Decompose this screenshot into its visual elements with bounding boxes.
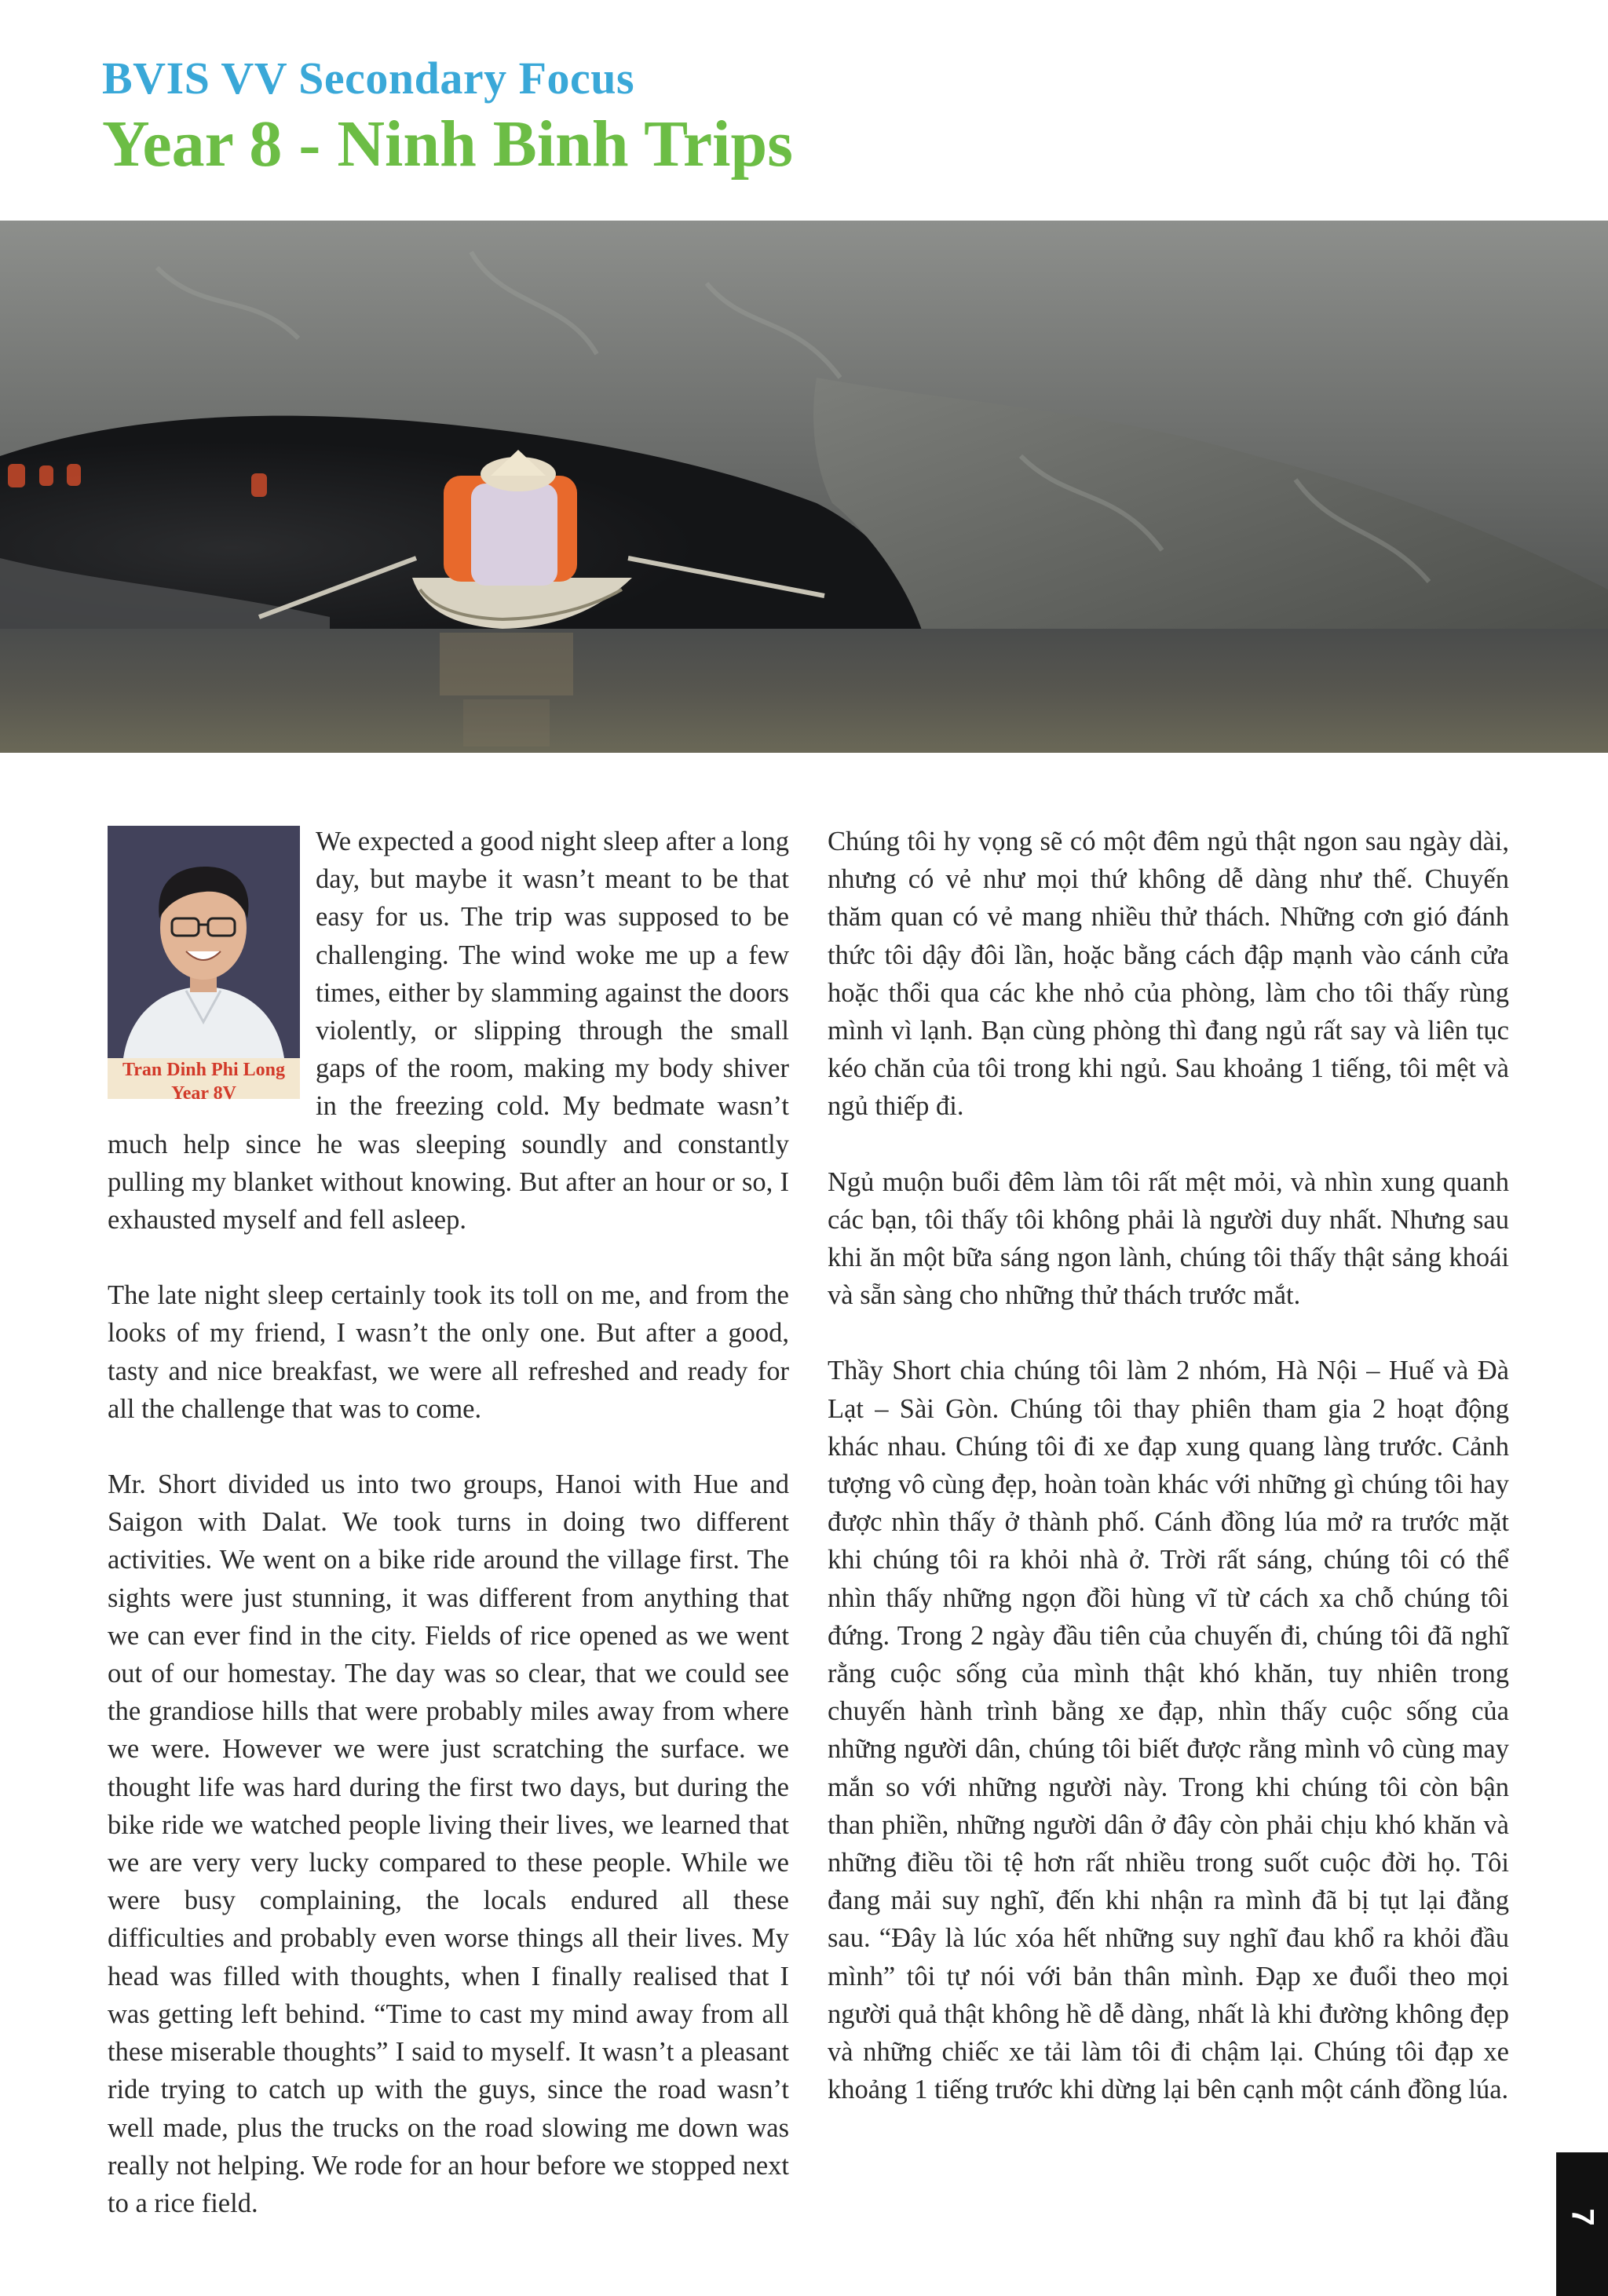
english-paragraph-3: Mr. Short divided us into two groups, Hanoi with Hue and Saigon with Dalat. We took turns in doing two different activities. We went on a bike ride around the village first. The sights were just stunning, it was different from anything that we can ever find in the city. Fields of rice opened as we went out of our homestay. The day was so clear, that we could see the grandiose hills that were probably miles away from where we were. However we were just scratching the surface. we thought life was hard during the first two days, but during the bike ride we watched people living their lives, we learned that we are very very lucky compared to these people. While we were busy complaining, the locals endured all these difficulties and probably even worse things all their lives. My head was filled with thoughts, when I finally realised that I was getting left behind. “Time to cast my mind away from all these miserable thoughts” I said to myself. It wasn’t a pleasant ride trying to catch up with the guys, since the road wasn’t well made, plus the trucks on the road slowing me down was really not helping. We rode for an hour before we stopped next to a rice field. xyxy=(108,1469,789,2218)
page-number: 7 xyxy=(1565,2208,1600,2226)
english-paragraph-2: The late night sleep certainly took its toll on me, and from the looks of my friend, I wasn’t the only one. But after a good, tasty and nice breakfast, we were all refreshed and ready for all the challenge that was to come. xyxy=(108,1280,789,1424)
article-header xyxy=(102,52,793,182)
english-column xyxy=(108,823,789,2222)
author-name: Tran Dinh Phi Long xyxy=(122,1060,285,1080)
vietnamese-paragraph-2: Ngủ muộn buổi đêm làm tôi rất mệt mỏi, và nhìn xung quanh các bạn, tôi thấy tôi không phải là người duy nhất. Nhưng sau khi ăn một bữa sáng ngon lành, chúng tôi thấy thật sảng khoái và sẵn sàng cho những thử thách trước mắt. xyxy=(828,1166,1509,1311)
cave-boat-photo xyxy=(0,221,1608,753)
vietnamese-paragraph-3: Thầy Short chia chúng tôi làm 2 nhóm, Hà Nội – Huế và Đà Lạt – Sài Gòn. Chúng tôi thay phiên tham gia 2 hoạt động khác nhau. Chúng tôi đi xe đạp xung quang làng trước. Cảnh tượng vô cùng đẹp, hoàn toàn khác với những gì chúng tôi hay được nhìn thấy ở thành phố. Cánh đồng lúa mở ra trước mặt khi chúng tôi ra khỏi nhà ở. Trời rất sáng, chúng tôi có thể nhìn thấy những ngọn đồi hùng vĩ từ cách xa chỗ chúng tôi đứng. Trong 2 ngày đầu tiên của chuyến đi, chúng tôi đã nghĩ rằng cuộc sống của mình thật khó khăn, tuy nhiên trong chuyến hành trình bằng xe đạp, nhìn thấy cuộc sống của những người dân, chúng tôi biết được rằng mình vô cùng may mắn so với những người này. Trong khi chúng tôi còn bận than phiền, những người dân ở đây còn phải chịu khó khăn và những điều tồi tệ hơn rất nhiều trong suốt cuộc đời họ. Tôi đang mải suy nghĩ, đến khi nhận ra mình đã bị tụt lại đằng sau. “Đây là lúc xóa hết những suy nghĩ đau khổ ra khỏi đầu mình” tôi tự nói với bản thân mình. Đạp xe đuổi theo mọi người quả thật không hề dễ dàng, nhất là khi đường không đẹp và những chiếc xe tải làm tôi đi chậm lại. Chúng tôi đạp xe khoảng 1 tiếng trước khi dừng lại bên cạnh một cánh đồng lúa. xyxy=(828,1356,1509,2105)
english-paragraph-1: We expected a good night sleep after a long day, but maybe it wasn’t meant to be that easy for us. The trip was supposed to be challenging. The wind woke me up a few times, either by slamming against the doors violently, or slipping through the small gaps of the room, making my body shiver in the freezing cold. My bedmate wasn’t much help since he was sleeping soundly and constantly pulling my blanket without knowing. But after an hour or so, I exhausted myself and fell asleep. xyxy=(108,827,789,1236)
author-caption xyxy=(108,1058,300,1105)
author-portrait xyxy=(108,826,300,1104)
section-kicker: BVIS VV Secondary Focus xyxy=(102,53,635,104)
vietnamese-column xyxy=(828,823,1509,2109)
vietnamese-paragraph-1: Chúng tôi hy vọng sẽ có một đêm ngủ thật ngon sau ngày dài, nhưng có vẻ như mọi thứ không dễ dàng như thế. Chuyến thăm quan có vẻ mang nhiều thử thách. Những cơn gió đánh thức tôi dậy đôi lần, hoặc bằng cách đập mạnh vào cánh cửa hoặc thổi qua các khe nhỏ của phòng, làm cho tôi thấy rùng mình vì lạnh. Bạn cùng phòng thì đang ngủ rất say và liên tục kéo chăn của tôi trong khi ngủ. Sau khoảng 1 tiếng, tôi mệt và ngủ thiếp đi. xyxy=(828,827,1509,1122)
author-photo xyxy=(108,826,300,1058)
page-number-tab xyxy=(1556,2152,1608,2296)
author-class: Year 8V xyxy=(171,1083,236,1104)
article-title: Year 8 - Ninh Binh Trips xyxy=(102,108,793,181)
